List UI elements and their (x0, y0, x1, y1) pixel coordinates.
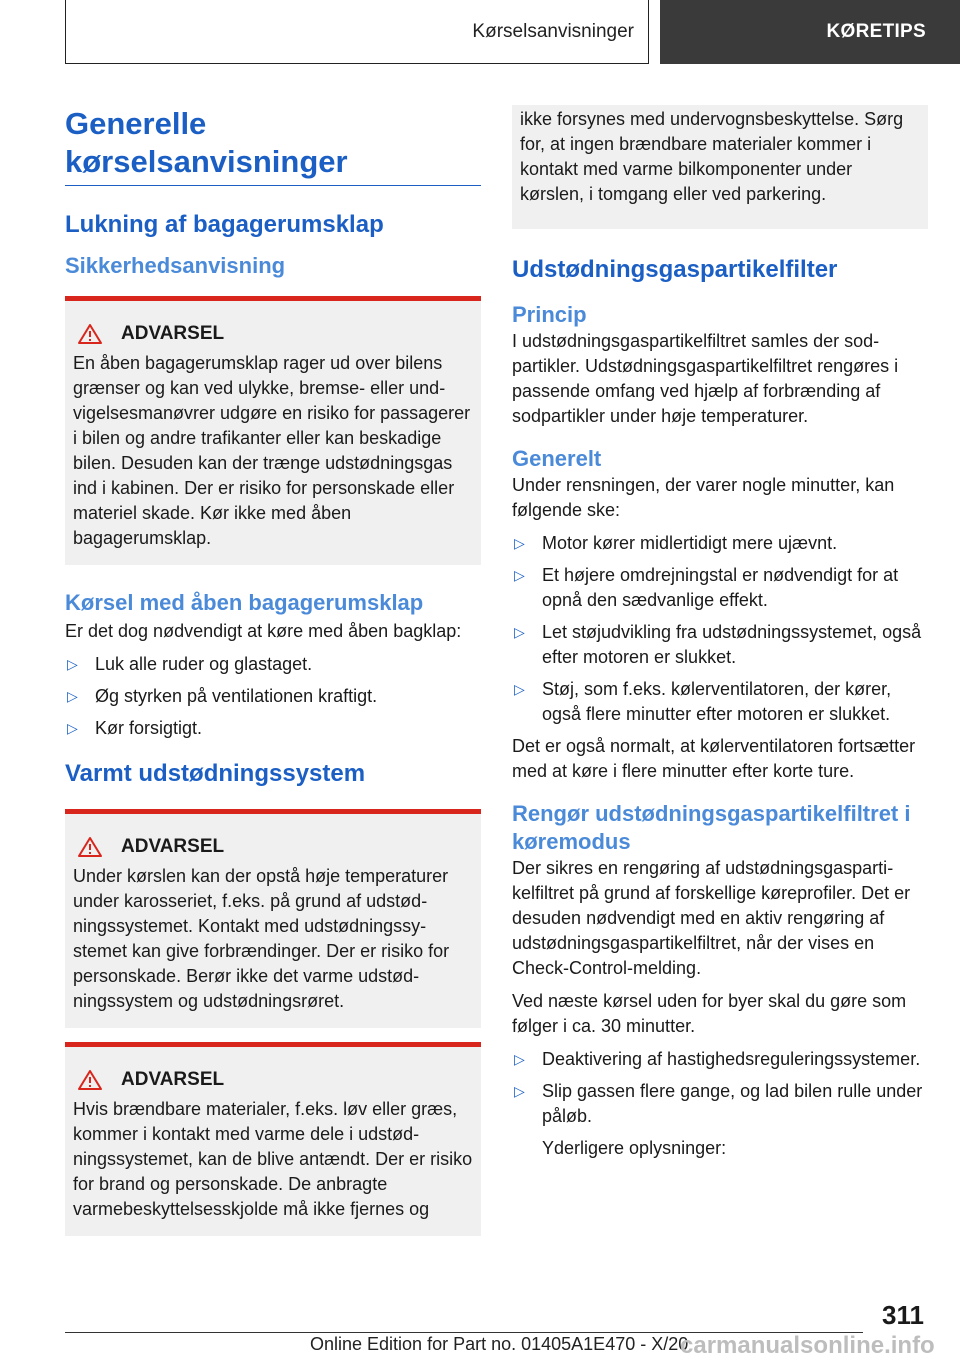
list-item: ▷ Luk alle ruder og glastaget. (65, 652, 481, 677)
list-item: ▷ Let støjudvikling fra udstødningssystemet, også efter motoren er slukket. (514, 622, 922, 667)
list-item: ▷ Deaktivering af hastighedsreguleringssystemer. (512, 1047, 928, 1072)
heading-particle-filter: Udstødningsgaspartikelfilter (512, 256, 838, 283)
warning-title (73, 1069, 473, 1091)
warning-text: En åben bagagerumsklap rager ud over bilens grænser og kan ved ulykke, bremse- eller undvigelsesmanøvrer udgøre en risiko for passagerer i bilen og andre trafikanter eller kan beskadige bilen. Desuden kan der trænge udstødningsgas ind i kabinen. Der er risiko for personskade eller materiel skade. Kør ikke med åben bagagerumsklap. (73, 353, 471, 548)
heading-bagage: Lukning af bagagerumsklap (65, 211, 384, 238)
triangle-right-icon: ▷ (67, 656, 78, 672)
list-item: ▷ Et højere omdrejningstal er nødvendigt for at opnå den sædvanlige effekt. (514, 565, 899, 610)
paragraph-princip: I udstødningsgaspartikelfiltret samles der sodpartikler. Udstødningsgaspartikelfiltret rengøres i passende omfang ved hjælp af forbrænding af sodpartikler under høje temperaturer. (512, 331, 899, 426)
warning-text: Under kørslen kan der opstå høje temperaturer under karosseriet, f.eks. på grund af udstødningssystemet. Kontakt med udstødningssystemet kan give forbrændinger. Der er risiko for personskade. Berør ikke det varme udstødningssystem og udstødningsrøret. (73, 866, 450, 1011)
triangle-right-icon: ▷ (514, 535, 525, 551)
paragraph-clean-1: Der sikres en rengøring af udstødningsgaspartikelfiltret på grund af forskellige køreprofiler. Det er desuden nødvendigt med en aktiv rengøring af udstødningsgaspartikelfiltret, når der vises en Check-Control-melding. (512, 858, 911, 978)
heading-warm-exhaust: Varmt udstødningssystem (65, 760, 366, 787)
triangle-right-icon: ▷ (514, 567, 525, 583)
header-section-tab: Kørselsanvisninger (65, 0, 649, 64)
list-item: ▷ Motor kører midlertidigt mere ujævnt. (512, 531, 928, 556)
warning-triangle-icon (77, 1069, 103, 1091)
more-info-label: Yderligere oplysninger: (542, 1138, 727, 1158)
warning-text: Hvis brændbare materialer, f.eks. løv eller græs, kommer i kontakt med varme dele i udstødningssystemet, kan de blive antændt. Der er risiko for brand og personskade. De anbragte varmebeskyttelsesskjolde må ikke fjernes og (73, 1099, 473, 1219)
warning-label: ADVARSEL (121, 323, 225, 344)
heading-safety: Sikkerhedsanvisning (65, 253, 286, 278)
paragraph-normal: Det er også normalt, at kølerventilatoren fortsætter med at køre i flere minutter efter korte ture. (512, 736, 916, 781)
page-number: 311 (882, 1300, 924, 1330)
right-column (512, 105, 928, 1161)
warning-triangle-icon (77, 323, 103, 345)
warning-title (73, 836, 473, 858)
list-item: ▷ Slip gassen flere gange, og lad bilen rulle under påløb. (514, 1081, 923, 1126)
footer-edition: Online Edition for Part no. 01405A1E470 - X/20 (310, 1334, 689, 1354)
warning-label: ADVARSEL (121, 836, 225, 857)
warning-title (73, 323, 473, 345)
warning-box-1 (65, 296, 481, 565)
triangle-right-icon: ▷ (514, 681, 525, 697)
header-chapter-tab: KØRETIPS (660, 0, 960, 64)
warning-box-3 (65, 1042, 481, 1236)
heading-princip: Princip (512, 302, 587, 327)
bullet-list-open-trunk (65, 652, 481, 741)
left-column (65, 105, 481, 1236)
paragraph-clean-2: Ved næste kørsel uden for byer skal du gøre som følger i ca. 30 minutter. (512, 991, 907, 1036)
triangle-right-icon: ▷ (67, 688, 78, 704)
bullet-list-cleaning-effects (512, 531, 928, 727)
watermark: carmanualsonline.info (680, 1332, 935, 1359)
warning-box-3-continued: ikke forsynes med undervognsbeskyttelse. Sørg for, at ingen brændbare materialer kommer i kontakt med varme bilkomponenter under kørslen, i tomgang eller ved parkering. (512, 105, 928, 229)
warning-box-2 (65, 809, 481, 1028)
warning-label: ADVARSEL (121, 1069, 225, 1090)
list-item: ▷ Øg styrken på ventilationen kraftigt. (65, 684, 481, 709)
triangle-right-icon: ▷ (514, 1051, 525, 1067)
paragraph-generelt: Under rensningen, der varer nogle minutter, kan følgende ske: (512, 475, 895, 520)
heading-generelt: Generelt (512, 446, 602, 471)
page-title: Generelle kørselsanvisninger (65, 105, 481, 186)
heading-open-trunk: Kørsel med åben bagagerumsklap (65, 590, 424, 615)
list-item: ▷ Kør forsigtigt. (65, 716, 481, 741)
triangle-right-icon: ▷ (514, 1083, 525, 1099)
triangle-right-icon: ▷ (514, 624, 525, 640)
warning-triangle-icon (77, 836, 103, 858)
triangle-right-icon: ▷ (67, 720, 78, 736)
paragraph-open-trunk: Er det dog nødvendigt at køre med åben bagklap: (65, 621, 462, 641)
heading-clean-filter: Rengør udstødningsgaspartikelfiltret i køremodus (512, 801, 911, 854)
list-item: ▷ Støj, som f.eks. kølerventilatoren, der kører, også flere minutter efter motoren er slukket. (514, 679, 892, 724)
bullet-list-clean-steps (512, 1047, 928, 1129)
